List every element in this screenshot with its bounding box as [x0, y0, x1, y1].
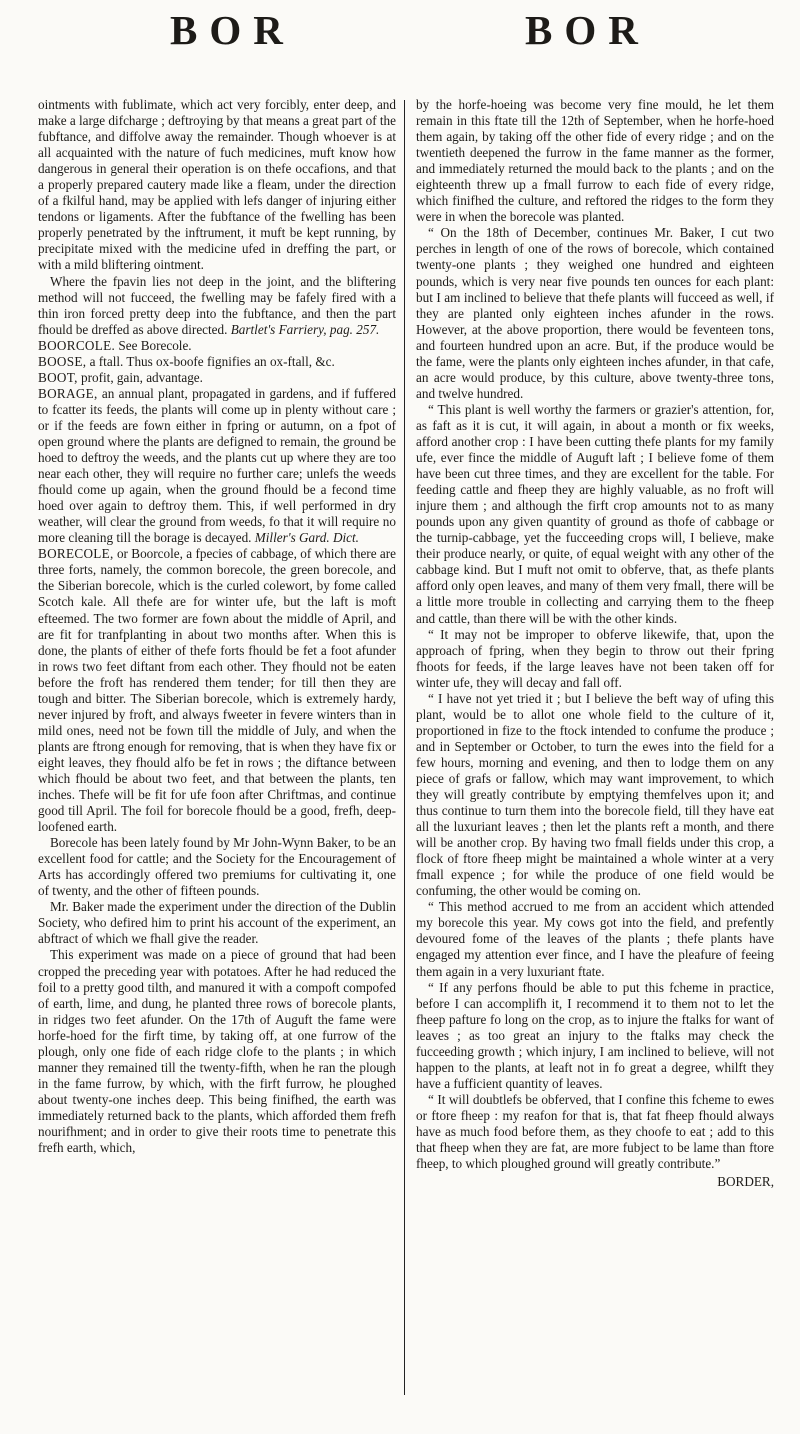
paragraph-text: by the horfe-hoeing was become very fine mould, he let them remain in this ftate till the 12th of September, when he horfe-hoed them again, by taking off the other fide of every ridge ; and on the twentieth deepened the furrow in the fame manner as the former, and immediately returned the mould back to the plants ; and on the eighteenth threw up a fmall furrow to each fide of every ridge, which finifhed the culture, and reftored the ridges to the form they were in when the borecole was planted.: [416, 97, 774, 225]
paragraph: [38, 899, 396, 947]
paragraph-text: “ On the 18th of December, continues Mr. Baker, I cut two perches in length of one of the rows of borecole, which contained twenty-one plants ; they weighed one hundred and eighteen pounds, which is very near five pounds ten ounces for each plant: but I am inclined to believe that thefe plants will fucceed as well, if they are planted only eighteen inches afunder in the rows. However, at the above proportion, there would be feventeen tons, and fourteen hundred upon an acre. But, if the produce would be the fame, were the plants only eighteen inches afunder, in that cafe, an acre would produce, by this culture, above twenty-three tons, and twelve hundred.: [416, 225, 774, 401]
paragraph-text: ointments with fublimate, which act very forcibly, enter deep, and make a large difcharge ; deftroying by that means a great part of the fubftance, and diffolve away the remainder. Though whoever is at all acquainted with the nature of fuch medicines, muft know how dangerous in general their operation is on thefe occafions, and that a properly prepared cautery made like a fleam, under the direction of a fkilful hand, may be applied with lefs danger of injuring either tendons or ligaments. After the fubftance of the fwelling has been properly penetrated by the inftrument, it muft be kept running, by precipitate mixed with the medicine ufed in dreffing the part, or with a mild bliftering ointment.: [38, 97, 396, 273]
catchword: BORDER,: [717, 1174, 774, 1190]
dictionary-entry: [38, 386, 396, 546]
paragraph: [416, 980, 774, 1092]
running-head-left: BOR: [170, 7, 295, 53]
paragraph: [416, 691, 774, 900]
entry-headword: BOOSE,: [38, 353, 87, 369]
paragraph-text: See Borecole.: [118, 337, 192, 353]
paragraph-text: “ This plant is well worthy the farmers or grazier's attention, for, as faft as it is cut, it will again, in about a month or fix weeks, afford another crop : I have been cutting thefe plants for my family ufe, ever fince the middle of Auguft laft ; I believe fome of them have been cut three times, and they are excellent for the table. For feeding cattle and fheep they are highly valuable, as no froft will injure them ; and although the firft crop amounts not to as many pounds upon any given quantity of ground as thofe of cabbage or the turnip-cabbage, yet the fucceeding crops will, I believe, make their produce nearly, or quite, of equal weight with any other of the cabbage kind. But I muft not omit to obferve, that, as thefe plants afford only open leaves, and many of them very fmall, there will be a little more trouble in collecting and carrying them to the fheep and cattle, than there will be with the other kinds.: [416, 401, 774, 626]
right-column: [416, 97, 774, 1190]
paragraph-text: “ It will doubtlefs be obferved, that I confine this fcheme to ewes or ftore fheep : my reafon for that is, that fat fheep fhould always have as much food before them, as they choofe to eat ; add to this that fheep when they are fat, are more fubject to be lame than ftore fheep, to which ploughed ground will greatly contribute.”: [416, 1091, 774, 1172]
paragraph-text: Where the fpavin lies not deep in the joint, and the bliftering method will not fucceed, the fwelling may be fafely fired with a thin iron forced pretty deep into the fubftance, and then the part fhould be dreffed as above directed.: [38, 273, 396, 337]
paragraph-text: “ It may not be improper to obferve likewife, that, upon the approach of fpring, when they begin to throw out their fpring fhoots for feeds, if the large leaves have not been taken off for winter ufe, they will decay and fall off.: [416, 626, 774, 690]
paragraph: [416, 225, 774, 402]
dictionary-entry: [38, 546, 396, 835]
paragraph-text: Mr. Baker made the experiment under the direction of the Dublin Society, who defired him to print his account of the experiment, an abftract of which we fhall give the reader.: [38, 899, 396, 947]
running-head-right: BOR: [525, 7, 650, 53]
entry-headword: BORECOLE,: [38, 546, 114, 562]
entry-headword: BOOT,: [38, 369, 78, 385]
dictionary-entry: [38, 338, 396, 354]
paragraph: [38, 835, 396, 899]
paragraph: [38, 947, 396, 1156]
paragraph-text: “ This method accrued to me from an accident which attended my borecole this year. My cows got into the field, and prefently devoured fome of the leaves of the plants ; thefe plants have engaged my attention ever fince, and I have the pleafure of feeing them again in a very luxuriant ftate.: [416, 899, 774, 979]
paragraph: [38, 97, 396, 274]
paragraph-text: an annual plant, propagated in gardens, and if fuffered to fcatter its feeds, the plants will come up in plenty without care ; or if the feeds are fown either in fpring or autumn, on a fpot of open ground where the plants are defigned to remain, the ground be hoed to deftroy the weeds, and the plants cut up where they are too near each other, they will require no further care; unlefs the weeds fhould come up again, when the ground fhould be a fecond time hoed over again to deftroy them. This, if well performed in dry weather, will clear the ground from weeds, fo that it will require no more cleaning till the borage is decayed.: [38, 385, 397, 546]
left-column: [38, 97, 396, 1190]
citation: Miller's Gard. Dict.: [254, 530, 359, 546]
dictionary-entry: [38, 370, 396, 386]
column-divider: [404, 100, 405, 1395]
paragraph: [416, 627, 774, 691]
paragraph-text: Borecole has been lately found by Mr John-Wynn Baker, to be an excellent food for cattle; and the Society for the Encouragement of Arts has accordingly offered two premiums for cultivating it, one of twenty, and the other of fifteen pounds.: [38, 835, 396, 899]
paragraph-text: “ I have not yet tried it ; but I believe the beft way of ufing this plant, would be to allot one whole field to the culture of it, proportioned in fize to the ftock intended to confume the produce ; and in September or October, to turn the ewes into the field for a few hours, morning and evening, and then to lodge them on any piece of grafs or fallow, which may want improvement, to which they will greatly contribute by emptying themfelves upon it; and thus continue to turn them into the borecole field, till they have eat all the luxuriant leaves ; then let the plants reft a month, and there will be another crop. By having two fmall fields under this crop, a flock of ftore fheep might be maintained a whole winter at a very fmall expence ; for while the produce of one field would be confuming, the other would be coming on.: [416, 690, 774, 899]
dictionary-entry: [38, 354, 396, 370]
citation: Bartlet's Farriery, pag. 257.: [230, 321, 380, 337]
paragraph: [38, 274, 396, 338]
running-heads: [0, 6, 800, 86]
text-columns: [38, 97, 774, 1190]
paragraph: [416, 97, 774, 225]
paragraph-text: or Boorcole, a fpecies of cabbage, of which there are three forts, namely, the common borecole, the green borecole, and the Siberian borecole, which is the curled colewort, by fome called Scotch kale. All thefe are for winter ufe, but the laft is moft efteemed. The two former are fown about the middle of April, and are fit for tranfplanting in about two months after. When this is done, the plants of either of thefe forts fhould be fet a foot afunder in rows two feet diftant from each other. They fhould not be eaten before the froft has rendered them tender; for till then they are tough and bitter. The Siberian borecole, which is extremely hardy, never injured by froft, and always fweeter in fevere winters than in mild ones, need not be fown till the middle of July, and when the plants are ftrong enough for removing, that is when they have fix or eight leaves, they fhould alfo be fet in rows ; the diftance between which fhould be about two feet, and that between the plants, ten inches. Thefe will be fit for ufe foon after Chriftmas, and continue good till April. The foil for borecole fhould be a good, frefh, deep-loofened earth.: [38, 546, 396, 835]
paragraph-text: This experiment was made on a piece of ground that had been cropped the preceding year with potatoes. After he had reduced the foil to a pretty good tilth, and manured it with a compoft compofed of earth, lime, and dung, he planted three rows of borecole plants, in ridges two feet afunder. On the 17th of Auguft the fame were horfe-hoed for the firft time, by taking off, at one furrow of the plough, only one fide of each ridge clofe to the plants ; in which manner they remained till the twenty-fifth, when he ran the plough in the fame furrow, by which, with the firft furrow, he ploughed about twenty-one inches deep. This being finifhed, the earth was immediately returned back to the plants, which afforded them frefh nourifhment; and in order to give their roots time to penetrate this frefh earth, which,: [38, 947, 396, 1156]
paragraph: [416, 1092, 774, 1172]
paragraph-text: “ If any perfons fhould be able to put this fcheme in practice, before I can accomplifh it, I recommend it to them not to let the fheep pafture fo long on the crop, as to injure the ftalks for want of leaves ; as too great an injury to the ftalks may check the fucceeding growth ; which injury, I am inclined to believe, will not happen to the plants, at leaft not in fo great a degree, whilft they have a fufficient quantity of leaves.: [416, 979, 774, 1091]
entry-headword: BORAGE,: [38, 385, 98, 401]
paragraph: [416, 899, 774, 979]
paragraph: [416, 402, 774, 627]
paragraph-text: a ftall. Thus ox-boofe fignifies an ox-ftall, &c.: [89, 353, 335, 369]
entry-headword: BOORCOLE.: [38, 337, 116, 353]
paragraph-text: profit, gain, advantage.: [81, 369, 203, 385]
